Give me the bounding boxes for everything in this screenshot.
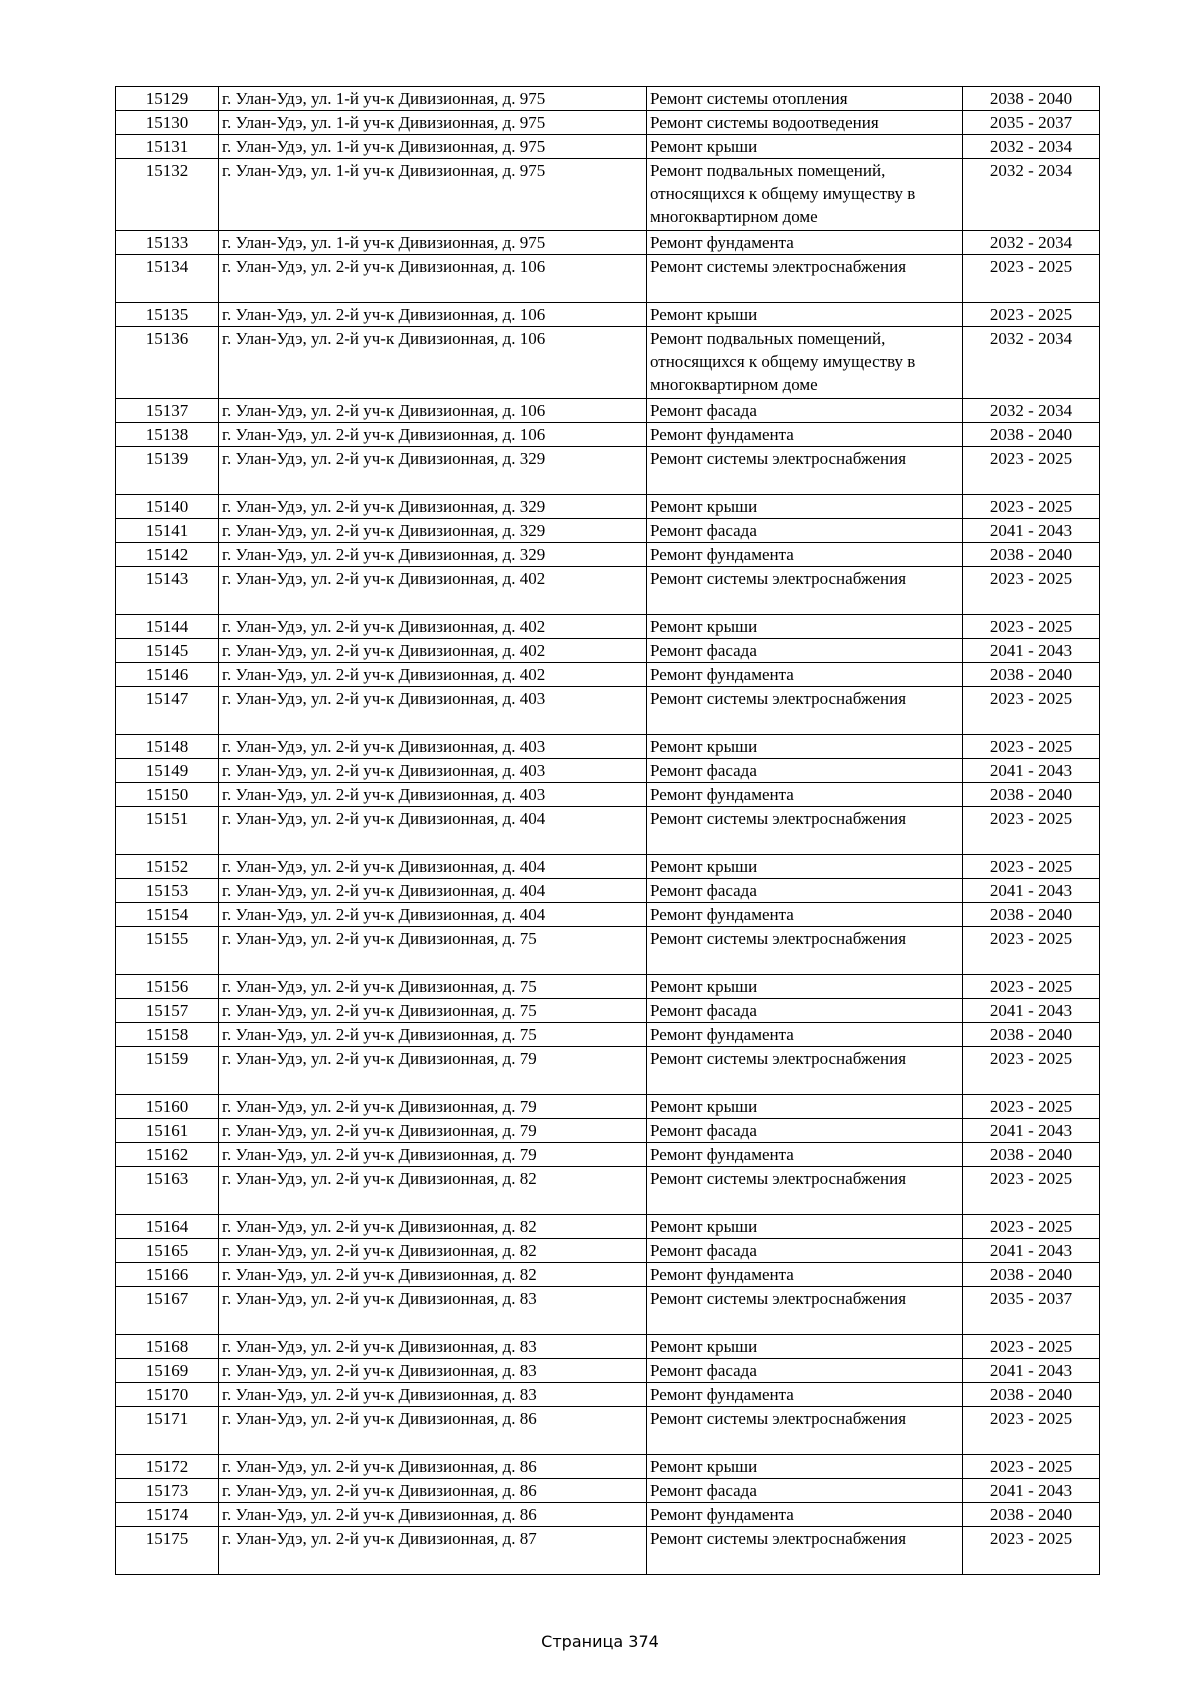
period-cell: 2041 - 2043 [963, 519, 1100, 543]
table-row [116, 567, 1100, 615]
work-type-cell: Ремонт системы электроснабжения [647, 687, 963, 735]
table-row [116, 111, 1100, 135]
period-cell: 2023 - 2025 [963, 1335, 1100, 1359]
period-cell: 2032 - 2034 [963, 159, 1100, 231]
address-cell: г. Улан-Удэ, ул. 2-й уч-к Дивизионная, д. 403 [219, 687, 647, 735]
work-type-cell: Ремонт фасада [647, 879, 963, 903]
page-number: Страница 374 [541, 1632, 659, 1651]
table-row [116, 759, 1100, 783]
work-type-cell: Ремонт фасада [647, 1239, 963, 1263]
work-type-cell: Ремонт системы электроснабжения [647, 255, 963, 303]
period-cell: 2023 - 2025 [963, 615, 1100, 639]
row-number-cell: 15130 [116, 111, 219, 135]
period-cell: 2032 - 2034 [963, 135, 1100, 159]
row-number-cell: 15168 [116, 1335, 219, 1359]
work-type-cell: Ремонт фасада [647, 1479, 963, 1503]
address-cell: г. Улан-Удэ, ул. 2-й уч-к Дивизионная, д. 402 [219, 663, 647, 687]
period-cell: 2023 - 2025 [963, 1095, 1100, 1119]
period-cell: 2041 - 2043 [963, 1359, 1100, 1383]
period-cell: 2038 - 2040 [963, 903, 1100, 927]
table-row [116, 255, 1100, 303]
address-cell: г. Улан-Удэ, ул. 2-й уч-к Дивизионная, д. 86 [219, 1407, 647, 1455]
row-number-cell: 15142 [116, 543, 219, 567]
work-type-cell: Ремонт крыши [647, 303, 963, 327]
address-cell: г. Улан-Удэ, ул. 2-й уч-к Дивизионная, д. 79 [219, 1143, 647, 1167]
table-row [116, 447, 1100, 495]
work-type-cell: Ремонт фундамента [647, 1263, 963, 1287]
table-row [116, 783, 1100, 807]
address-cell: г. Улан-Удэ, ул. 1-й уч-к Дивизионная, д. 975 [219, 87, 647, 111]
table-row [116, 1023, 1100, 1047]
address-cell: г. Улан-Удэ, ул. 2-й уч-к Дивизионная, д. 79 [219, 1095, 647, 1119]
table-row [116, 615, 1100, 639]
row-number-cell: 15144 [116, 615, 219, 639]
row-number-cell: 15169 [116, 1359, 219, 1383]
address-cell: г. Улан-Удэ, ул. 2-й уч-к Дивизионная, д. 79 [219, 1119, 647, 1143]
row-number-cell: 15170 [116, 1383, 219, 1407]
work-type-cell: Ремонт системы электроснабжения [647, 447, 963, 495]
work-type-cell: Ремонт крыши [647, 855, 963, 879]
address-cell: г. Улан-Удэ, ул. 2-й уч-к Дивизионная, д. 329 [219, 495, 647, 519]
period-cell: 2041 - 2043 [963, 1479, 1100, 1503]
address-cell: г. Улан-Удэ, ул. 1-й уч-к Дивизионная, д. 975 [219, 135, 647, 159]
row-number-cell: 15166 [116, 1263, 219, 1287]
table-row [116, 927, 1100, 975]
period-cell: 2032 - 2034 [963, 231, 1100, 255]
address-cell: г. Улан-Удэ, ул. 2-й уч-к Дивизионная, д. 75 [219, 927, 647, 975]
table-row [116, 1479, 1100, 1503]
work-type-cell: Ремонт системы электроснабжения [647, 1407, 963, 1455]
work-type-cell: Ремонт системы электроснабжения [647, 1527, 963, 1575]
row-number-cell: 15165 [116, 1239, 219, 1263]
period-cell: 2023 - 2025 [963, 1047, 1100, 1095]
period-cell: 2023 - 2025 [963, 1455, 1100, 1479]
row-number-cell: 15175 [116, 1527, 219, 1575]
table-row [116, 1287, 1100, 1335]
address-cell: г. Улан-Удэ, ул. 1-й уч-к Дивизионная, д. 975 [219, 231, 647, 255]
address-cell: г. Улан-Удэ, ул. 2-й уч-к Дивизионная, д. 106 [219, 399, 647, 423]
work-type-cell: Ремонт крыши [647, 495, 963, 519]
row-number-cell: 15157 [116, 999, 219, 1023]
address-cell: г. Улан-Удэ, ул. 2-й уч-к Дивизионная, д. 329 [219, 519, 647, 543]
table-row [116, 903, 1100, 927]
work-type-cell: Ремонт фасада [647, 999, 963, 1023]
table-row [116, 231, 1100, 255]
address-cell: г. Улан-Удэ, ул. 2-й уч-к Дивизионная, д. 403 [219, 759, 647, 783]
period-cell: 2041 - 2043 [963, 999, 1100, 1023]
table-row [116, 399, 1100, 423]
table-row [116, 663, 1100, 687]
row-number-cell: 15167 [116, 1287, 219, 1335]
period-cell: 2023 - 2025 [963, 303, 1100, 327]
work-type-cell: Ремонт системы электроснабжения [647, 1287, 963, 1335]
period-cell: 2041 - 2043 [963, 759, 1100, 783]
table-row [116, 519, 1100, 543]
table-row [116, 87, 1100, 111]
work-type-cell: Ремонт подвальных помещений, относящихся к общему имуществу в многоквартирном доме [647, 159, 963, 231]
period-cell: 2038 - 2040 [963, 1023, 1100, 1047]
row-number-cell: 15131 [116, 135, 219, 159]
table-row [116, 639, 1100, 663]
work-type-cell: Ремонт фундамента [647, 1143, 963, 1167]
row-number-cell: 15160 [116, 1095, 219, 1119]
address-cell: г. Улан-Удэ, ул. 2-й уч-к Дивизионная, д. 75 [219, 975, 647, 999]
table-row [116, 1527, 1100, 1575]
period-cell: 2041 - 2043 [963, 879, 1100, 903]
work-type-cell: Ремонт крыши [647, 135, 963, 159]
table-row [116, 135, 1100, 159]
period-cell: 2038 - 2040 [963, 87, 1100, 111]
work-type-cell: Ремонт системы электроснабжения [647, 807, 963, 855]
row-number-cell: 15155 [116, 927, 219, 975]
address-cell: г. Улан-Удэ, ул. 2-й уч-к Дивизионная, д. 82 [219, 1215, 647, 1239]
table-row [116, 855, 1100, 879]
work-type-cell: Ремонт фасада [647, 639, 963, 663]
period-cell: 2038 - 2040 [963, 423, 1100, 447]
row-number-cell: 15129 [116, 87, 219, 111]
address-cell: г. Улан-Удэ, ул. 2-й уч-к Дивизионная, д. 79 [219, 1047, 647, 1095]
period-cell: 2023 - 2025 [963, 1527, 1100, 1575]
work-type-cell: Ремонт крыши [647, 735, 963, 759]
table-row [116, 495, 1100, 519]
row-number-cell: 15133 [116, 231, 219, 255]
work-type-cell: Ремонт системы электроснабжения [647, 927, 963, 975]
address-cell: г. Улан-Удэ, ул. 1-й уч-к Дивизионная, д. 975 [219, 159, 647, 231]
row-number-cell: 15151 [116, 807, 219, 855]
work-type-cell: Ремонт системы отопления [647, 87, 963, 111]
address-cell: г. Улан-Удэ, ул. 2-й уч-к Дивизионная, д. 404 [219, 879, 647, 903]
work-type-cell: Ремонт системы водоотведения [647, 111, 963, 135]
period-cell: 2041 - 2043 [963, 1239, 1100, 1263]
work-type-cell: Ремонт крыши [647, 1335, 963, 1359]
work-type-cell: Ремонт крыши [647, 1455, 963, 1479]
work-type-cell: Ремонт системы электроснабжения [647, 567, 963, 615]
row-number-cell: 15173 [116, 1479, 219, 1503]
period-cell: 2038 - 2040 [963, 1383, 1100, 1407]
row-number-cell: 15163 [116, 1167, 219, 1215]
row-number-cell: 15148 [116, 735, 219, 759]
period-cell: 2023 - 2025 [963, 495, 1100, 519]
address-cell: г. Улан-Удэ, ул. 2-й уч-к Дивизионная, д. 404 [219, 807, 647, 855]
address-cell: г. Улан-Удэ, ул. 1-й уч-к Дивизионная, д. 975 [219, 111, 647, 135]
address-cell: г. Улан-Удэ, ул. 2-й уч-к Дивизионная, д. 403 [219, 783, 647, 807]
table-row [116, 1119, 1100, 1143]
address-cell: г. Улан-Удэ, ул. 2-й уч-к Дивизионная, д. 83 [219, 1335, 647, 1359]
table-row [116, 1359, 1100, 1383]
period-cell: 2035 - 2037 [963, 111, 1100, 135]
work-type-cell: Ремонт крыши [647, 1095, 963, 1119]
period-cell: 2023 - 2025 [963, 1407, 1100, 1455]
row-number-cell: 15162 [116, 1143, 219, 1167]
row-number-cell: 15143 [116, 567, 219, 615]
table-row [116, 1095, 1100, 1119]
row-number-cell: 15147 [116, 687, 219, 735]
row-number-cell: 15156 [116, 975, 219, 999]
table-row [116, 1503, 1100, 1527]
work-type-cell: Ремонт фасада [647, 399, 963, 423]
table-row [116, 1167, 1100, 1215]
row-number-cell: 15164 [116, 1215, 219, 1239]
row-number-cell: 15161 [116, 1119, 219, 1143]
period-cell: 2041 - 2043 [963, 1119, 1100, 1143]
address-cell: г. Улан-Удэ, ул. 2-й уч-к Дивизионная, д. 82 [219, 1167, 647, 1215]
table-row [116, 879, 1100, 903]
row-number-cell: 15171 [116, 1407, 219, 1455]
address-cell: г. Улан-Удэ, ул. 2-й уч-к Дивизионная, д. 404 [219, 855, 647, 879]
address-cell: г. Улан-Удэ, ул. 2-й уч-к Дивизионная, д. 402 [219, 567, 647, 615]
period-cell: 2023 - 2025 [963, 807, 1100, 855]
work-type-cell: Ремонт фундамента [647, 903, 963, 927]
period-cell: 2023 - 2025 [963, 855, 1100, 879]
period-cell: 2023 - 2025 [963, 735, 1100, 759]
table-row [116, 327, 1100, 399]
period-cell: 2023 - 2025 [963, 567, 1100, 615]
period-cell: 2038 - 2040 [963, 1503, 1100, 1527]
period-cell: 2038 - 2040 [963, 663, 1100, 687]
table-row [116, 807, 1100, 855]
table-row [116, 1239, 1100, 1263]
address-cell: г. Улан-Удэ, ул. 2-й уч-к Дивизионная, д. 403 [219, 735, 647, 759]
work-type-cell: Ремонт фундамента [647, 543, 963, 567]
address-cell: г. Улан-Удэ, ул. 2-й уч-к Дивизионная, д. 402 [219, 615, 647, 639]
table-row [116, 1215, 1100, 1239]
period-cell: 2023 - 2025 [963, 255, 1100, 303]
address-cell: г. Улан-Удэ, ул. 2-й уч-к Дивизионная, д. 329 [219, 447, 647, 495]
row-number-cell: 15139 [116, 447, 219, 495]
row-number-cell: 15174 [116, 1503, 219, 1527]
row-number-cell: 15154 [116, 903, 219, 927]
row-number-cell: 15150 [116, 783, 219, 807]
work-type-cell: Ремонт фундамента [647, 1383, 963, 1407]
row-number-cell: 15141 [116, 519, 219, 543]
work-type-cell: Ремонт фундамента [647, 783, 963, 807]
work-type-cell: Ремонт фундамента [647, 663, 963, 687]
table-row [116, 1335, 1100, 1359]
address-cell: г. Улан-Удэ, ул. 2-й уч-к Дивизионная, д. 86 [219, 1479, 647, 1503]
address-cell: г. Улан-Удэ, ул. 2-й уч-к Дивизионная, д. 329 [219, 543, 647, 567]
period-cell: 2023 - 2025 [963, 447, 1100, 495]
repair-schedule-table [115, 86, 1100, 1575]
row-number-cell: 15158 [116, 1023, 219, 1047]
period-cell: 2032 - 2034 [963, 399, 1100, 423]
row-number-cell: 15145 [116, 639, 219, 663]
work-type-cell: Ремонт системы электроснабжения [647, 1167, 963, 1215]
address-cell: г. Улан-Удэ, ул. 2-й уч-к Дивизионная, д. 402 [219, 639, 647, 663]
address-cell: г. Улан-Удэ, ул. 2-й уч-к Дивизионная, д. 404 [219, 903, 647, 927]
table-row [116, 1263, 1100, 1287]
table-row [116, 999, 1100, 1023]
period-cell: 2032 - 2034 [963, 327, 1100, 399]
row-number-cell: 15135 [116, 303, 219, 327]
table-row [116, 1407, 1100, 1455]
address-cell: г. Улан-Удэ, ул. 2-й уч-к Дивизионная, д. 82 [219, 1239, 647, 1263]
row-number-cell: 15140 [116, 495, 219, 519]
work-type-cell: Ремонт фундамента [647, 1503, 963, 1527]
row-number-cell: 15137 [116, 399, 219, 423]
address-cell: г. Улан-Удэ, ул. 2-й уч-к Дивизионная, д. 106 [219, 255, 647, 303]
work-type-cell: Ремонт крыши [647, 615, 963, 639]
address-cell: г. Улан-Удэ, ул. 2-й уч-к Дивизионная, д. 106 [219, 303, 647, 327]
address-cell: г. Улан-Удэ, ул. 2-й уч-к Дивизионная, д. 82 [219, 1263, 647, 1287]
address-cell: г. Улан-Удэ, ул. 2-й уч-к Дивизионная, д. 75 [219, 1023, 647, 1047]
row-number-cell: 15136 [116, 327, 219, 399]
table-body [116, 87, 1100, 1575]
period-cell: 2023 - 2025 [963, 927, 1100, 975]
table-row [116, 975, 1100, 999]
address-cell: г. Улан-Удэ, ул. 2-й уч-к Дивизионная, д. 106 [219, 327, 647, 399]
table-row [116, 159, 1100, 231]
table-row [116, 735, 1100, 759]
address-cell: г. Улан-Удэ, ул. 2-й уч-к Дивизионная, д. 83 [219, 1287, 647, 1335]
work-type-cell: Ремонт крыши [647, 975, 963, 999]
period-cell: 2038 - 2040 [963, 543, 1100, 567]
period-cell: 2038 - 2040 [963, 1143, 1100, 1167]
row-number-cell: 15172 [116, 1455, 219, 1479]
row-number-cell: 15149 [116, 759, 219, 783]
table-row [116, 1383, 1100, 1407]
address-cell: г. Улан-Удэ, ул. 2-й уч-к Дивизионная, д. 86 [219, 1503, 647, 1527]
row-number-cell: 15153 [116, 879, 219, 903]
row-number-cell: 15146 [116, 663, 219, 687]
table-row [116, 687, 1100, 735]
period-cell: 2038 - 2040 [963, 1263, 1100, 1287]
table-row [116, 1455, 1100, 1479]
period-cell: 2041 - 2043 [963, 639, 1100, 663]
address-cell: г. Улан-Удэ, ул. 2-й уч-к Дивизионная, д. 87 [219, 1527, 647, 1575]
period-cell: 2035 - 2037 [963, 1287, 1100, 1335]
work-type-cell: Ремонт системы электроснабжения [647, 1047, 963, 1095]
table-row [116, 303, 1100, 327]
work-type-cell: Ремонт фасада [647, 1119, 963, 1143]
table-row [116, 543, 1100, 567]
address-cell: г. Улан-Удэ, ул. 2-й уч-к Дивизионная, д. 83 [219, 1359, 647, 1383]
address-cell: г. Улан-Удэ, ул. 2-й уч-к Дивизионная, д. 75 [219, 999, 647, 1023]
work-type-cell: Ремонт фундамента [647, 423, 963, 447]
work-type-cell: Ремонт крыши [647, 1215, 963, 1239]
address-cell: г. Улан-Удэ, ул. 2-й уч-к Дивизионная, д. 83 [219, 1383, 647, 1407]
work-type-cell: Ремонт фасада [647, 1359, 963, 1383]
row-number-cell: 15159 [116, 1047, 219, 1095]
row-number-cell: 15152 [116, 855, 219, 879]
row-number-cell: 15132 [116, 159, 219, 231]
work-type-cell: Ремонт фундамента [647, 1023, 963, 1047]
table-row [116, 423, 1100, 447]
row-number-cell: 15138 [116, 423, 219, 447]
period-cell: 2038 - 2040 [963, 783, 1100, 807]
period-cell: 2023 - 2025 [963, 1167, 1100, 1215]
period-cell: 2023 - 2025 [963, 975, 1100, 999]
work-type-cell: Ремонт фасада [647, 759, 963, 783]
table-row [116, 1143, 1100, 1167]
work-type-cell: Ремонт фундамента [647, 231, 963, 255]
work-type-cell: Ремонт подвальных помещений, относящихся к общему имуществу в многоквартирном доме [647, 327, 963, 399]
work-type-cell: Ремонт фасада [647, 519, 963, 543]
row-number-cell: 15134 [116, 255, 219, 303]
period-cell: 2023 - 2025 [963, 687, 1100, 735]
period-cell: 2023 - 2025 [963, 1215, 1100, 1239]
table-row [116, 1047, 1100, 1095]
address-cell: г. Улан-Удэ, ул. 2-й уч-к Дивизионная, д. 106 [219, 423, 647, 447]
address-cell: г. Улан-Удэ, ул. 2-й уч-к Дивизионная, д. 86 [219, 1455, 647, 1479]
